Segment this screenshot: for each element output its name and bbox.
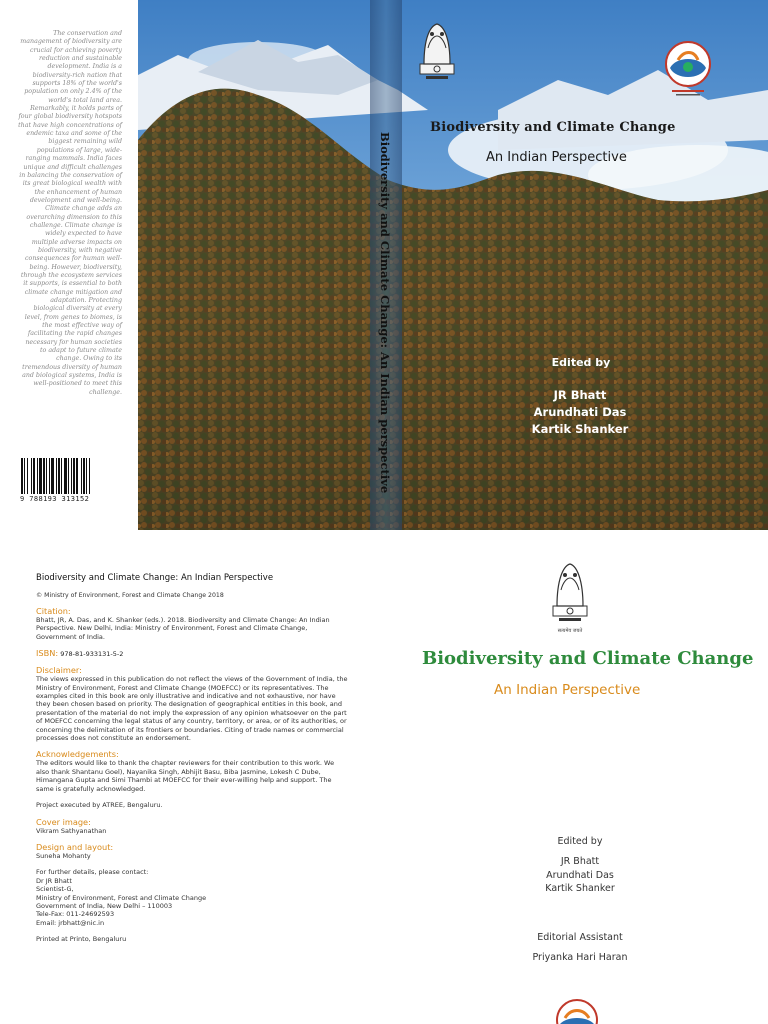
cover-editors-block — [480, 356, 680, 438]
copyright-notice: © Ministry of Environment, Forest and Climate Change 2018 — [36, 592, 224, 599]
acknowledgements-heading: Acknowledgements: — [36, 749, 119, 760]
citation-heading: Citation: — [36, 606, 71, 616]
title-page-editor-name: Arundhati Das — [546, 869, 614, 881]
contact-line: Ministry of Environment, Forest and Climate Change — [36, 893, 207, 902]
contact-line: Government of India, New Delhi – 110003 — [36, 901, 173, 910]
copyright-page — [36, 573, 348, 943]
citation-text: Bhatt, JR, A. Das, and K. Shanker (eds.). 2018. Biodiversity and Climate Change: An Indian Perspective. New Delhi, India: Ministry of Environment, Forest and Climate Change, Government of India. — [36, 616, 330, 641]
disclaimer-heading: Disclaimer: — [36, 665, 82, 676]
copyright-book-title: Biodiversity and Climate Change: An Indian Perspective — [36, 573, 274, 583]
title-page-editors — [490, 836, 670, 896]
cover-editor-name: JR Bhatt — [553, 388, 607, 402]
cover-subtitle: An Indian Perspective — [486, 150, 627, 165]
back-cover — [0, 0, 138, 530]
cover-image-heading: Cover image: — [36, 816, 91, 827]
book-spine — [370, 0, 402, 530]
cover-title: Biodiversity and Climate Change — [430, 120, 676, 135]
acknowledgements-text: The editors would like to thank the chapter reviewers for their contribution to this work. We also thank Shantanu Goel), Nayanika Singh, Abhijit Basu, Biba Jasmine, Lokesh C Dube, Himangana Gupta and Simi Thambi at MOEFCC for their ever-willing help and support. The same is gratefully acknowledged. — [36, 759, 335, 793]
design-layout-credit: Suneha Mohanty — [36, 851, 91, 860]
barcode-icon — [20, 458, 116, 494]
printer-credit: Printed at Printo, Bengaluru — [36, 935, 127, 944]
cover-editor-name: Kartik Shanker — [531, 422, 629, 436]
national-emblem-icon — [550, 558, 590, 628]
cover-edited-by-label: Edited by — [551, 356, 611, 369]
back-cover-blurb: The conservation and management of biodiversity are crucial for achieving poverty reduction and sustainable development. India is a biodiversity-rich nation that supports 18% of the world's population on only 2.4% of the world's total land area. Remarkably, it holds parts of four global biodiversity hotspots that have high concentrations of endemic taxa and some of the biggest remaining wild populations of large, wide-ranging mammals. India faces unique and difficult challenges in balancing the conservation of its great biological wealth with the enhancement of human development and well-being. Climate change adds an overarching dimension to this challenge. Climate change is widely expected to have multiple adverse impacts on biodiversity, with negative consequences for human well-being. However, biodiversity, through the ecosystem services it supports, is essential to both climate change mitigation and adaptation. Protecting biological diversity at every level, from genes to biomes, is the most effective way of facilitating the rapid changes necessary for human societies to adapt to future climate change. Owing to its tremendous diversity of human and biological systems, India is well-positioned to meet this challenge. — [18, 30, 122, 396]
contact-line: Scientist-G, — [36, 885, 74, 894]
title-page-subtitle: An Indian Perspective — [494, 682, 641, 698]
isbn-barcode — [20, 458, 116, 503]
contact-email: Email: jrbhatt@nic.in — [36, 918, 105, 927]
ministry-logo-icon — [664, 40, 712, 100]
title-page-edited-by: Edited by — [557, 836, 603, 847]
contact-line: Tele-Fax: 011-24692593 — [36, 910, 115, 919]
cover-editor-name: Arundhati Das — [533, 405, 627, 419]
ministry-logo-icon — [555, 998, 599, 1024]
contact-block — [36, 868, 348, 927]
title-page-editor-name: JR Bhatt — [560, 856, 600, 867]
contact-line: For further details, please contact: — [36, 868, 149, 877]
isbn-heading: ISBN: — [36, 648, 59, 659]
editorial-assistant-name: Priyanka Hari Haran — [532, 952, 628, 963]
national-emblem-icon — [418, 18, 456, 86]
emblem-motto: सत्यमेव जयते — [557, 628, 583, 634]
editorial-assistant-block — [490, 932, 670, 963]
editorial-assistant-label: Editorial Assistant — [537, 932, 623, 943]
title-page-editor-name: Kartik Shanker — [545, 883, 615, 894]
title-page-title: Biodiversity and Climate Change — [422, 648, 754, 669]
barcode-digits: 9 788193 313152 — [20, 495, 90, 503]
contact-line: Dr JR Bhatt — [36, 876, 72, 885]
spine-title: Biodiversity and Climate Change: An Indian perspective — [378, 132, 392, 494]
isbn-value: 978-81-933131-5-2 — [60, 650, 124, 659]
design-layout-heading: Design and layout: — [36, 841, 114, 852]
isbn-line — [36, 648, 348, 658]
project-credit: Project executed by ATREE, Bengaluru. — [36, 801, 163, 810]
cover-image-credit: Vikram Sathyanathan — [36, 826, 107, 835]
disclaimer-text: The views expressed in this publication do not reflect the views of the Government of India, the Ministry of Environment, Forest and Climate Change (MOEFCC) or its representatives. The examples cited in this book are only illustrative and indicative and not exhaustive, nor have they been chosen based on priority. The designation of geographical entities in this book, and presentation of the material do not imply the expression of any opinion whatsoever on the part of MOEFCC concerning the legal status of any country, territory, or area, or of its authorities, or concerning the delimitation of its frontiers or boundaries. Citing of trade names or commercial processes does not constitute an endorsement. — [36, 675, 348, 743]
